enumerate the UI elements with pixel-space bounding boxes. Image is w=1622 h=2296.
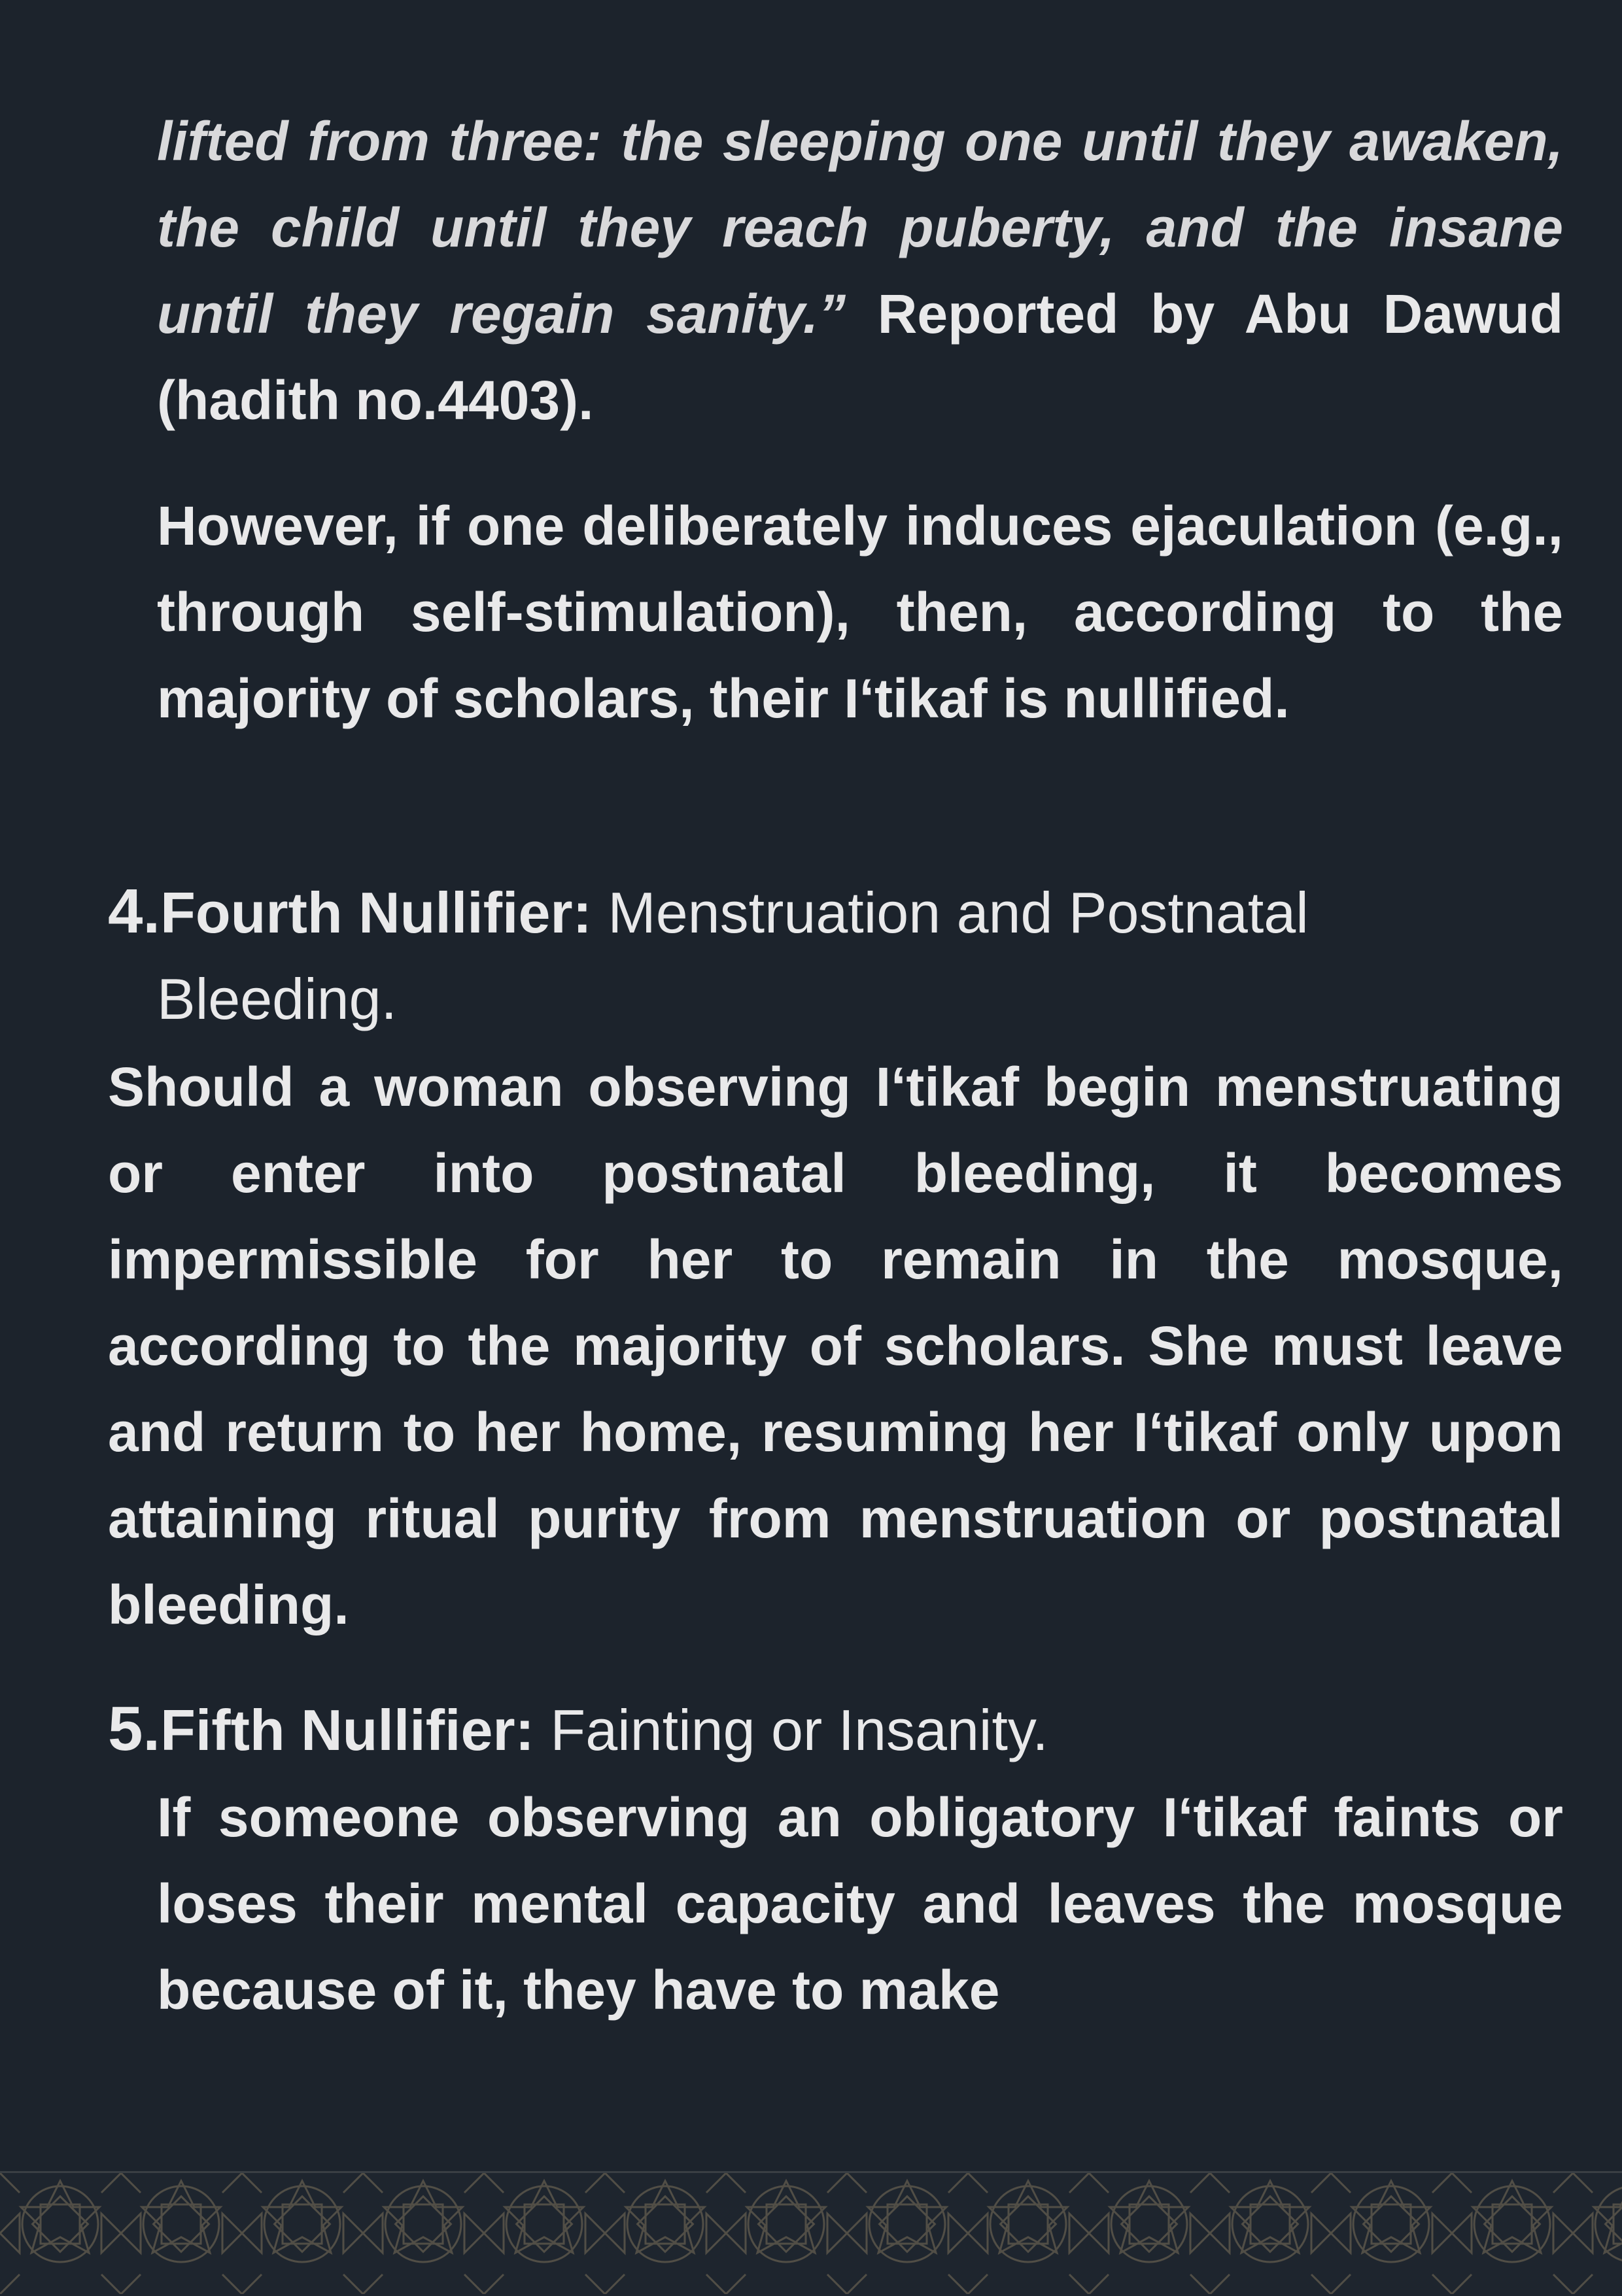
heading-number: 5. [108,1694,161,1764]
hadith-source-text: Reported by Abu Dawud (hadith no.4403). [157,283,1564,431]
footer-band [0,2171,1622,2296]
heading-number: 4. [108,876,161,946]
heading-label: Fourth Nullifier: [160,880,592,945]
hadith-quote-paragraph [157,98,1563,443]
heading-title: Menstruation and Postnatal [591,880,1309,945]
heading-title-continuation: Bleeding. [157,967,397,1031]
fifth-nullifier-heading [108,1686,1563,1773]
geometric-star-pattern-icon [0,2173,1622,2294]
fainting-paragraph: If someone observing an obligatory I‘tikaf faints or loses their mental capacity and leaves the mosque because of it, they have to make [157,1787,1563,2021]
menstruation-paragraph: Should a woman observing I‘tikaf begin menstruating or enter into postnatal bleeding, it becomes impermissible for her to remain in the mosque, according to the majority of scholars. She must leave and return to her home, resuming her I‘tikaf only upon attaining ritual purity from menstruation or postnatal bleeding. [108,1056,1563,1636]
deliberate-ejaculation-paragraph: However, if one deliberately induces ejaculation (e.g., through self-stimulation), then, according to the majority of scholars, their I‘tikaf is nullified. [157,495,1563,729]
heading-title: Fainting or Insanity. [534,1698,1048,1762]
fourth-nullifier-heading [108,868,1563,1042]
heading-label: Fifth Nullifier: [160,1698,534,1762]
hadith-quote-text: lifted from three: the sleeping one until they awaken, the child until they reach puberty, and the insane until they regain sanity.” [157,111,1563,345]
